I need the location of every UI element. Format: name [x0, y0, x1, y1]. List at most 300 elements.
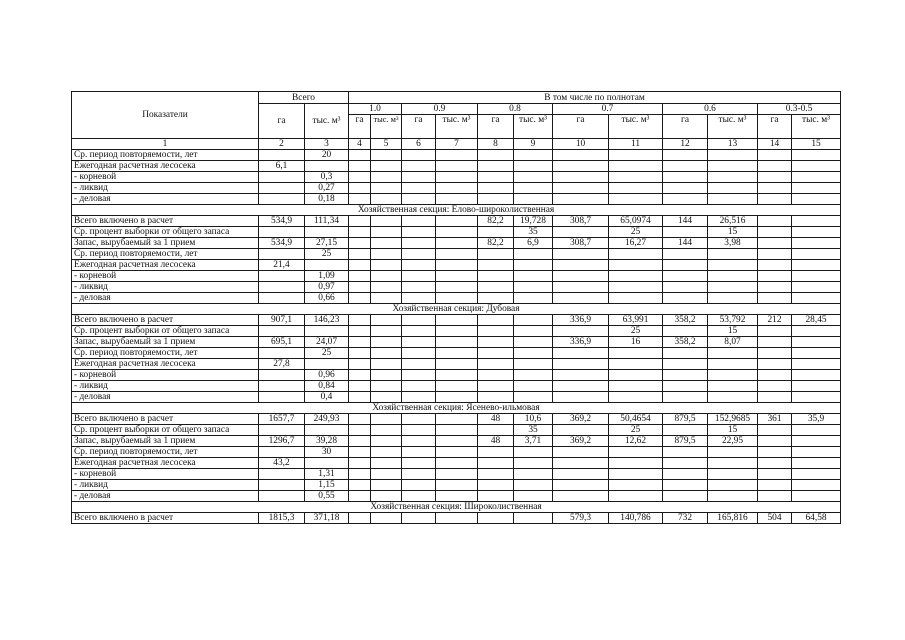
table-cell: [758, 293, 792, 304]
table-cell: 152,9685: [708, 414, 758, 425]
table-cell: [478, 348, 514, 359]
unit-vol-header: тыс. м³: [371, 115, 402, 139]
row-label: Ежегодная расчетная лесосека: [72, 161, 259, 172]
table-cell: [305, 359, 349, 370]
table-cell: 63,991: [609, 315, 663, 326]
table-cell: [514, 469, 553, 480]
table-cell: [371, 315, 402, 326]
table-cell: [553, 348, 609, 359]
table-cell: [478, 370, 514, 381]
table-cell: [349, 337, 371, 348]
table-cell: [436, 480, 478, 491]
table-cell: [708, 172, 758, 183]
table-cell: 146,23: [305, 315, 349, 326]
table-cell: [792, 260, 841, 271]
table-cell: [436, 249, 478, 260]
table-cell: [349, 183, 371, 194]
table-cell: [514, 150, 553, 161]
table-cell: [349, 480, 371, 491]
table-cell: [609, 161, 663, 172]
table-cell: 48: [478, 414, 514, 425]
table-cell: [371, 370, 402, 381]
table-cell: [514, 447, 553, 458]
table-cell: [371, 513, 402, 524]
table-cell: [792, 238, 841, 249]
table-cell: [553, 172, 609, 183]
table-cell: [402, 480, 436, 491]
table-cell: [708, 392, 758, 403]
unit-ha-header: га: [553, 115, 609, 139]
table-cell: [792, 249, 841, 260]
table-cell: [436, 227, 478, 238]
table-cell: 16,27: [609, 238, 663, 249]
table-cell: [663, 370, 708, 381]
table-cell: [792, 381, 841, 392]
row-label: - корневой: [72, 172, 259, 183]
table-cell: [349, 249, 371, 260]
table-cell: [402, 381, 436, 392]
unit-ha-header: га: [758, 115, 792, 139]
table-cell: [349, 414, 371, 425]
table-cell: [792, 227, 841, 238]
table-cell: [553, 293, 609, 304]
column-number: 5: [371, 139, 402, 150]
table-cell: [758, 337, 792, 348]
table-cell: [436, 491, 478, 502]
row-label: Ср. процент выборки от общего запаса: [72, 326, 259, 337]
table-cell: [371, 491, 402, 502]
table-cell: [609, 172, 663, 183]
table-cell: [708, 282, 758, 293]
table-cell: 27,15: [305, 238, 349, 249]
row-label: - ликвид: [72, 183, 259, 194]
table-cell: [663, 260, 708, 271]
table-cell: [553, 194, 609, 205]
table-cell: 6,1: [259, 161, 305, 172]
table-cell: [436, 370, 478, 381]
table-cell: 1,31: [305, 469, 349, 480]
table-cell: [259, 491, 305, 502]
table-cell: [553, 425, 609, 436]
table-cell: [436, 282, 478, 293]
total-vol-header: тыс. м³: [305, 104, 349, 139]
table-row: [72, 370, 841, 381]
table-cell: 25: [609, 425, 663, 436]
column-number: 14: [758, 139, 792, 150]
table-cell: [663, 381, 708, 392]
table-cell: [402, 293, 436, 304]
table-cell: [758, 359, 792, 370]
table-row: [72, 150, 841, 161]
table-cell: [609, 480, 663, 491]
table-cell: [758, 392, 792, 403]
table-cell: [609, 381, 663, 392]
table-cell: [792, 183, 841, 194]
table-cell: [371, 381, 402, 392]
table-cell: [553, 282, 609, 293]
table-cell: [349, 359, 371, 370]
table-cell: [514, 315, 553, 326]
table-cell: [349, 194, 371, 205]
table-cell: [402, 392, 436, 403]
table-cell: [349, 282, 371, 293]
table-cell: [758, 172, 792, 183]
table-cell: [514, 392, 553, 403]
table-row: [72, 458, 841, 469]
table-cell: [402, 469, 436, 480]
table-cell: [609, 293, 663, 304]
table-cell: [371, 425, 402, 436]
section-header-row: [72, 403, 841, 414]
table-cell: [402, 282, 436, 293]
density-header: 0.9: [402, 104, 478, 115]
table-cell: [436, 315, 478, 326]
table-cell: [708, 150, 758, 161]
table-cell: [371, 238, 402, 249]
table-cell: 48: [478, 436, 514, 447]
table-cell: [436, 414, 478, 425]
table-cell: [478, 447, 514, 458]
table-cell: [259, 392, 305, 403]
table-cell: 3,71: [514, 436, 553, 447]
row-label: Всего включено в расчет: [72, 315, 259, 326]
table-cell: [259, 249, 305, 260]
table-cell: [514, 249, 553, 260]
table-cell: 371,18: [305, 513, 349, 524]
table-cell: [663, 359, 708, 370]
table-cell: [758, 480, 792, 491]
table-cell: 50,4654: [609, 414, 663, 425]
table-row: [72, 293, 841, 304]
table-cell: [758, 161, 792, 172]
section-title: Хозяйственная секция: Широколиственная: [72, 502, 841, 513]
table-cell: [349, 436, 371, 447]
unit-ha-header: га: [478, 115, 514, 139]
row-label: Всего включено в расчет: [72, 216, 259, 227]
column-number: 1: [72, 139, 259, 150]
table-cell: [402, 348, 436, 359]
table-cell: [514, 480, 553, 491]
table-cell: 0,4: [305, 392, 349, 403]
table-cell: [792, 392, 841, 403]
row-label: Запас, вырубаемый за 1 прием: [72, 436, 259, 447]
table-cell: [259, 381, 305, 392]
table-row: [72, 491, 841, 502]
table-cell: 1657,7: [259, 414, 305, 425]
table-cell: [478, 337, 514, 348]
table-cell: [792, 194, 841, 205]
table-cell: 35,9: [792, 414, 841, 425]
table-cell: [371, 348, 402, 359]
table-cell: [553, 458, 609, 469]
table-cell: [478, 282, 514, 293]
table-cell: 361: [758, 414, 792, 425]
table-cell: [553, 271, 609, 282]
table-cell: 0,27: [305, 183, 349, 194]
table-cell: [553, 381, 609, 392]
table-cell: [436, 513, 478, 524]
table-cell: [259, 425, 305, 436]
table-cell: [371, 282, 402, 293]
table-cell: [609, 359, 663, 370]
row-label: Запас, вырубаемый за 1 прием: [72, 337, 259, 348]
table-cell: [792, 216, 841, 227]
table-cell: [553, 359, 609, 370]
table-cell: [663, 227, 708, 238]
table-cell: [436, 436, 478, 447]
table-cell: [402, 315, 436, 326]
table-cell: 10,6: [514, 414, 553, 425]
table-cell: 732: [663, 513, 708, 524]
table-cell: 0,96: [305, 370, 349, 381]
table-cell: [371, 480, 402, 491]
unit-vol-header: тыс. м³: [792, 115, 841, 139]
table-cell: [371, 271, 402, 282]
table-row: [72, 392, 841, 403]
section-header-row: [72, 304, 841, 315]
row-label: - деловая: [72, 194, 259, 205]
table-cell: [402, 194, 436, 205]
table-cell: [553, 249, 609, 260]
table-cell: [792, 469, 841, 480]
column-number: 10: [553, 139, 609, 150]
table-cell: [436, 469, 478, 480]
table-cell: [349, 469, 371, 480]
table-cell: [758, 282, 792, 293]
table-cell: 0,66: [305, 293, 349, 304]
table-cell: 82,2: [478, 238, 514, 249]
table-cell: [436, 293, 478, 304]
table-cell: [708, 359, 758, 370]
table-cell: [349, 370, 371, 381]
table-cell: [349, 238, 371, 249]
table-cell: [371, 436, 402, 447]
table-cell: [371, 194, 402, 205]
table-cell: 0,84: [305, 381, 349, 392]
table-cell: [609, 194, 663, 205]
table-cell: [758, 326, 792, 337]
table-cell: [259, 348, 305, 359]
table-cell: [663, 447, 708, 458]
table-cell: [436, 348, 478, 359]
table-cell: [371, 150, 402, 161]
table-cell: 28,45: [792, 315, 841, 326]
table-cell: [609, 458, 663, 469]
table-cell: [478, 513, 514, 524]
table-row: [72, 337, 841, 348]
table-cell: [514, 282, 553, 293]
table-cell: [758, 491, 792, 502]
table-cell: [478, 469, 514, 480]
table-cell: [663, 469, 708, 480]
table-cell: [478, 458, 514, 469]
table-cell: 26,516: [708, 216, 758, 227]
table-cell: [514, 161, 553, 172]
table-cell: [792, 436, 841, 447]
table-cell: [478, 249, 514, 260]
row-label: - корневой: [72, 271, 259, 282]
table-cell: [514, 458, 553, 469]
table-row: [72, 238, 841, 249]
table-cell: [708, 447, 758, 458]
table-cell: [708, 293, 758, 304]
table-cell: 111,34: [305, 216, 349, 227]
table-cell: [402, 249, 436, 260]
table-cell: [609, 260, 663, 271]
column-number: 12: [663, 139, 708, 150]
row-label: Ср. процент выборки от общего запаса: [72, 227, 259, 238]
table-cell: [371, 249, 402, 260]
table-cell: 20: [305, 150, 349, 161]
table-cell: [259, 150, 305, 161]
density-header: 0.6: [663, 104, 758, 115]
table-cell: [758, 238, 792, 249]
table-cell: 15: [708, 425, 758, 436]
table-cell: [609, 447, 663, 458]
table-cell: [259, 447, 305, 458]
table-cell: [663, 249, 708, 260]
table-cell: [402, 183, 436, 194]
table-cell: [478, 326, 514, 337]
table-cell: [371, 414, 402, 425]
table-cell: [402, 491, 436, 502]
table-cell: [758, 260, 792, 271]
table-cell: [792, 293, 841, 304]
table-row: [72, 183, 841, 194]
table-cell: [792, 337, 841, 348]
table-row: [72, 469, 841, 480]
table-cell: [305, 326, 349, 337]
table-cell: [349, 392, 371, 403]
table-cell: [553, 480, 609, 491]
table-row: [72, 436, 841, 447]
table-row: [72, 194, 841, 205]
table-cell: [758, 227, 792, 238]
table-cell: 8,07: [708, 337, 758, 348]
table-cell: [792, 480, 841, 491]
total-header: Всего: [259, 92, 349, 104]
table-cell: [478, 172, 514, 183]
table-cell: [436, 392, 478, 403]
table-cell: [305, 425, 349, 436]
row-label: - деловая: [72, 392, 259, 403]
table-cell: [478, 315, 514, 326]
table-cell: [514, 348, 553, 359]
row-label: - корневой: [72, 469, 259, 480]
table-cell: [478, 260, 514, 271]
table-cell: [259, 469, 305, 480]
unit-vol-header: тыс. м³: [609, 115, 663, 139]
table-cell: [371, 458, 402, 469]
table-row: [72, 326, 841, 337]
table-cell: [371, 337, 402, 348]
table-cell: [663, 425, 708, 436]
table-cell: [436, 271, 478, 282]
table-cell: [349, 315, 371, 326]
table-row: [72, 216, 841, 227]
table-cell: [259, 271, 305, 282]
table-cell: [514, 337, 553, 348]
table-cell: [436, 183, 478, 194]
table-cell: 65,0974: [609, 216, 663, 227]
table-cell: [402, 414, 436, 425]
unit-vol-header: тыс. м³: [436, 115, 478, 139]
table-cell: [349, 172, 371, 183]
row-label: Ср. период повторяемости, лет: [72, 150, 259, 161]
table-cell: [349, 271, 371, 282]
table-cell: [792, 282, 841, 293]
table-cell: [758, 469, 792, 480]
table-row: [72, 447, 841, 458]
table-cell: [792, 425, 841, 436]
table-cell: [349, 348, 371, 359]
table-cell: [663, 271, 708, 282]
table-cell: [349, 260, 371, 271]
table-cell: 19,728: [514, 216, 553, 227]
table-cell: [436, 216, 478, 227]
table-cell: [478, 480, 514, 491]
table-cell: [436, 381, 478, 392]
table-row: [72, 381, 841, 392]
table-cell: [514, 194, 553, 205]
table-cell: 0,55: [305, 491, 349, 502]
table-cell: [758, 425, 792, 436]
table-cell: [402, 513, 436, 524]
column-number: 15: [792, 139, 841, 150]
table-cell: [402, 458, 436, 469]
table-cell: [436, 238, 478, 249]
table-cell: 879,5: [663, 414, 708, 425]
table-cell: [349, 458, 371, 469]
table-cell: [553, 491, 609, 502]
table-cell: [305, 458, 349, 469]
table-cell: 25: [305, 249, 349, 260]
table-row: [72, 260, 841, 271]
table-cell: 534,9: [259, 238, 305, 249]
table-cell: [609, 392, 663, 403]
table-cell: [609, 491, 663, 502]
table-cell: [402, 161, 436, 172]
table-cell: [663, 150, 708, 161]
table-cell: [708, 458, 758, 469]
table-cell: [305, 161, 349, 172]
table-row: [72, 359, 841, 370]
table-cell: [436, 458, 478, 469]
table-cell: [708, 480, 758, 491]
table-cell: [436, 425, 478, 436]
table-cell: [478, 425, 514, 436]
table-cell: 534,9: [259, 216, 305, 227]
table-cell: [663, 194, 708, 205]
table-cell: 358,2: [663, 315, 708, 326]
table-cell: [663, 458, 708, 469]
table-cell: [402, 370, 436, 381]
table-cell: [708, 249, 758, 260]
table-cell: 144: [663, 238, 708, 249]
table-cell: 165,816: [708, 513, 758, 524]
table-cell: [371, 469, 402, 480]
table-cell: [478, 227, 514, 238]
table-cell: 22,95: [708, 436, 758, 447]
table-cell: [553, 161, 609, 172]
row-label: Ср. период повторяемости, лет: [72, 249, 259, 260]
table-cell: 43,2: [259, 458, 305, 469]
table-cell: 25: [609, 326, 663, 337]
table-cell: [663, 326, 708, 337]
table-cell: [402, 337, 436, 348]
table-cell: [758, 436, 792, 447]
column-number: 8: [478, 139, 514, 150]
